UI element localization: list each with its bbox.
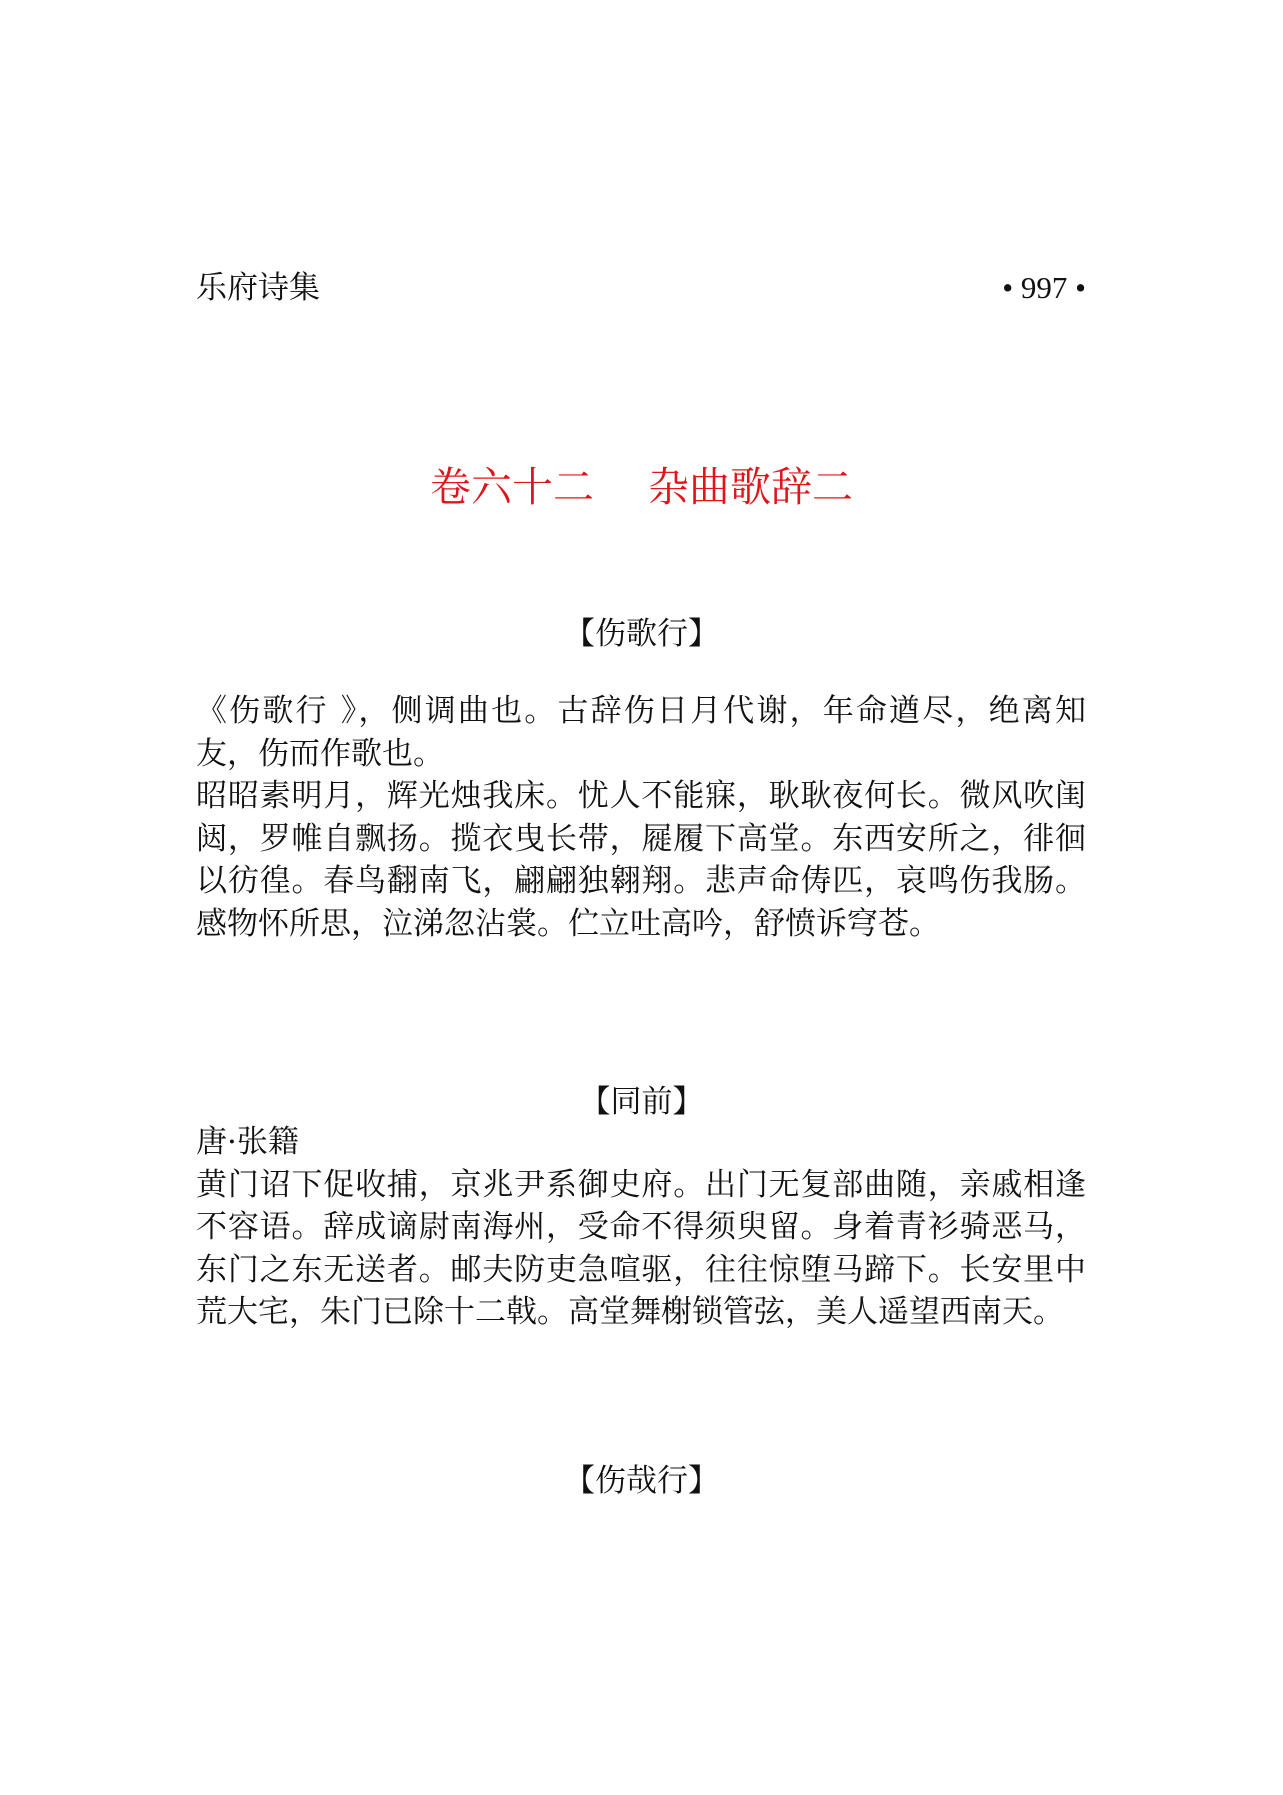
section-heading-tong-qian: 【同前】 xyxy=(579,1084,704,1120)
preface-paragraph: 《伤歌行 》，侧调曲也。古辞伤日月代谢，年命遒尽，绝离知友，伤而作歌也。 xyxy=(196,693,1086,772)
author-line: 唐·张籍 xyxy=(196,1124,299,1160)
section-heading-shang-ge-xing: 【伤歌行】 xyxy=(564,616,719,652)
section-body-tong-qian xyxy=(196,1121,1086,1334)
chapter-title: 卷六十二 杂曲歌辞二 xyxy=(429,463,854,511)
running-header xyxy=(196,268,1086,308)
page-number: • 997 • xyxy=(1002,270,1086,305)
section-body-shang-ge-xing xyxy=(196,690,1086,945)
poem-paragraph: 黄门诏下促收捕，京兆尹系御史府。出门无复部曲随，亲戚相逢不容语。辞成谪尉南海州，受命不得须臾留。身着青衫骑恶马，东门之东无送者。邮夫防吏急喧驱，往往惊堕马蹄下。长安里中荒大宅，朱门已除十二戟。高堂舞榭锁管弦，美人遥望西南天。 xyxy=(196,1166,1086,1330)
poem-paragraph: 昭昭素明月，辉光烛我床。忧人不能寐，耿耿夜何长。微风吹闺闼，罗帷自飘扬。揽衣曳长带，屣履下高堂。东西安所之，徘徊以彷徨。春鸟翻南飞，翩翩独翱翔。悲声命俦匹，哀鸣伤我肠。感物怀所思，泣涕忽沾裳。伫立吐高吟，舒愤诉穹苍。 xyxy=(196,778,1086,942)
section-heading-shang-zai-xing: 【伤哉行】 xyxy=(564,1463,719,1499)
book-title: 乐府诗集 xyxy=(196,270,320,306)
